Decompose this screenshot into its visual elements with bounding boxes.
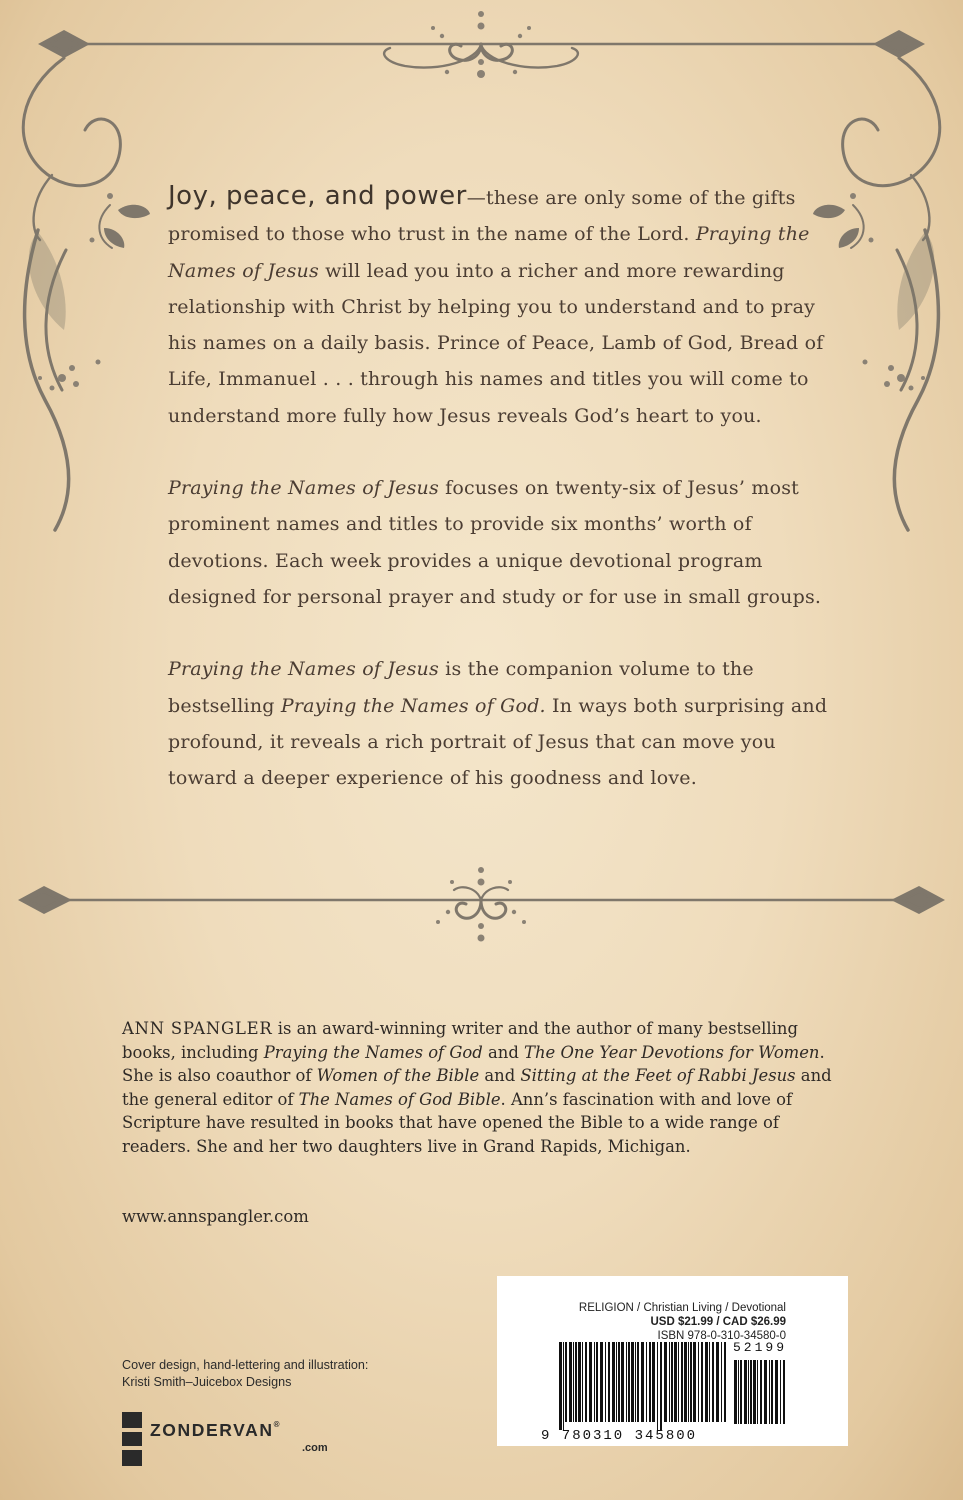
author-name: ANN SPANGLER	[122, 1019, 273, 1038]
ean-number: 9 780310 345800	[541, 1428, 698, 1444]
author-website: www.annspangler.com	[122, 1207, 309, 1226]
category: RELIGION / Christian Living / Devotional	[578, 1302, 786, 1314]
book-description	[168, 178, 828, 832]
companion-title: Praying the Names of God.	[280, 694, 546, 717]
description-paragraph-3: Praying the Names of Jesus is the companion volume to the bestselling Praying the Names of God. In ways both surprising and profound, it reveals a rich portrait of Jesus that can move you toward a deeper experience of his goodness and love.	[168, 658, 828, 790]
addon-barcode	[734, 1360, 788, 1428]
publisher-logo: ZONDERVAN® .com	[122, 1412, 382, 1472]
ean-barcode	[559, 1342, 727, 1434]
description-paragraph-2: Praying the Names of Jesus focuses on twenty-six of Jesus’ most prominent names and titles to provide six months’ worth of devotions. Each week provides a unique devotional program designed for personal prayer and study or for use in small groups.	[168, 477, 822, 608]
publisher-name: ZONDERVAN	[150, 1420, 274, 1440]
barcode-label	[497, 1276, 848, 1446]
zondervan-mark-icon	[122, 1412, 144, 1466]
description-paragraph-1: Joy, peace, and power—these are only some of the gifts promised to those who trust in the name of the Lord. Praying the Names of Jesus will lead you into a richer and more rewarding relationship with Christ by helping you to understand and to pray his names on a daily basis. Prince of Peace, Lamb of God, Bread of Life, Immanuel . . . through his names and titles you will come to understand more fully how Jesus reveals God’s heart to you.	[168, 181, 824, 427]
book-title: Praying the Names of Jesus	[168, 658, 439, 681]
book-title: Praying the Names of Jesus	[168, 223, 810, 282]
isbn: ISBN 978-0-310-34580-0	[657, 1330, 786, 1342]
price-addon-number: 52199	[733, 1340, 788, 1355]
book-title: Praying the Names of Jesus	[168, 477, 439, 500]
lead-hand-lettering: Joy, peace, and power	[168, 181, 467, 211]
author-bio: ANN SPANGLER is an award-winning writer and the author of many bestselling books, including Praying the Names of God and The One Year Devotions for Women. She is also coauthor of Women of the Bible and Sitting at the Feet of Rabbi Jesus and the general editor of The Names of God Bible. Ann’s fascination with and love of Scripture have resulted in books that have opened the Bible to a wide range of readers. She and her two daughters live in Grand Rapids, Michigan.	[122, 1019, 832, 1156]
cover-credits: Cover design, hand-lettering and illustration: Kristi Smith–Juicebox Designs	[122, 1358, 369, 1389]
price: USD $21.99 / CAD $26.99	[650, 1316, 786, 1328]
